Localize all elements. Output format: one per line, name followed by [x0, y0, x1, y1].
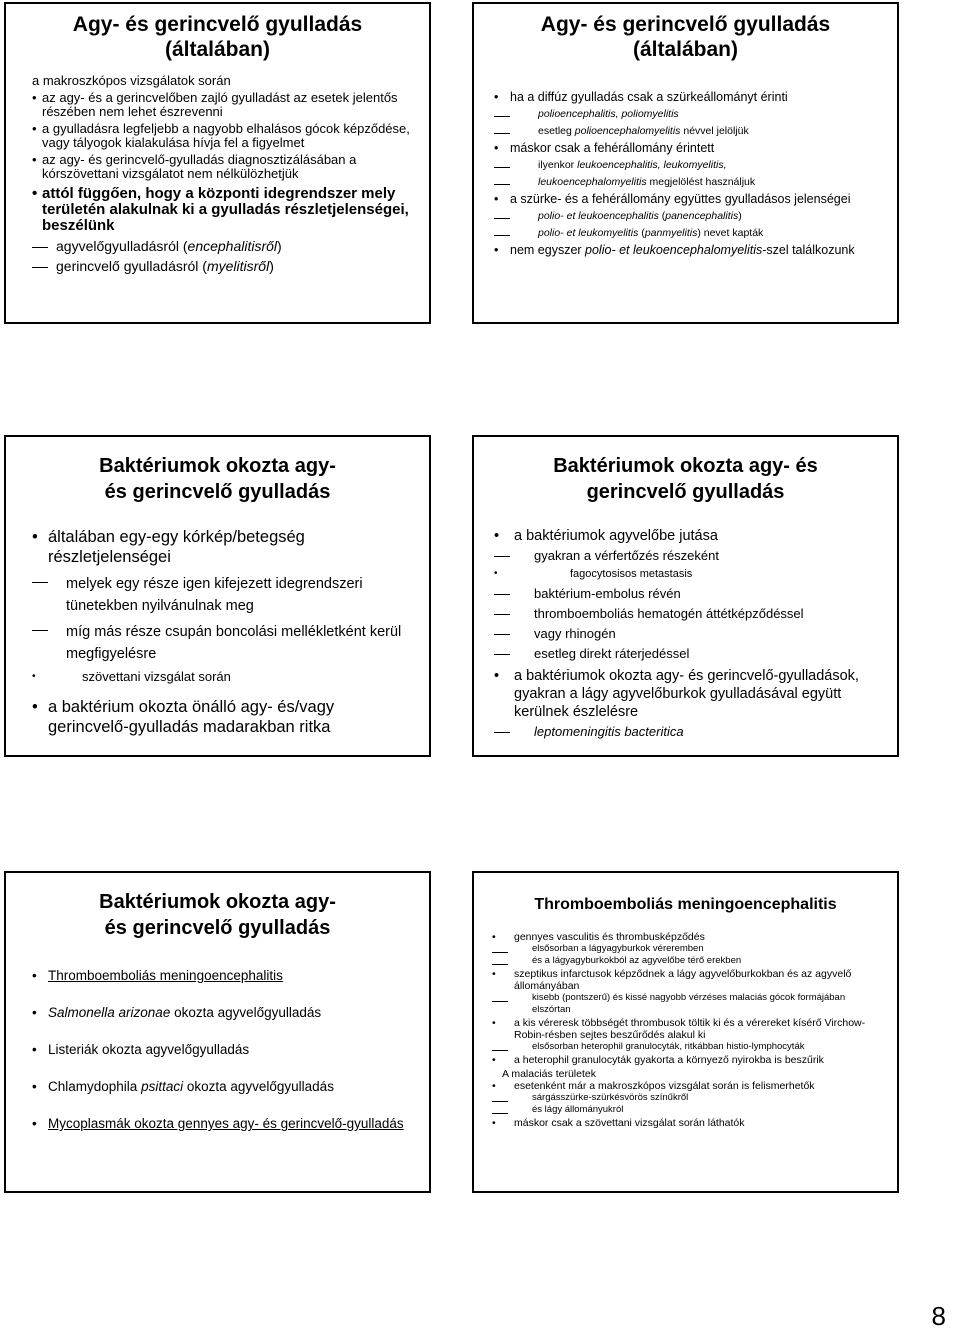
slide-title: Agy- és gerincvelő gyulladás (általában) — [540, 13, 831, 61]
list-subitem: leptomeningitis bacteritica — [494, 723, 881, 741]
list-subitem: elsősorban heterophil granulocyták, ritkábban histio-lymphocyták — [492, 1041, 885, 1053]
list-item: • a baktérium okozta önálló agy- és/vagy gerincvelő-gyulladás madarakban ritka — [32, 697, 413, 737]
page-number: 8 — [931, 1301, 946, 1331]
list-item: • attól függően, hogy a központi idegrendszer mely területén alakulnak ki a gyulladás részletjelenségei, beszélünk — [32, 186, 413, 234]
list-item: • Thromboemboliás meningoencephalitis — [32, 967, 413, 985]
slide-title: Baktériumok okozta agy- és gerincvelő gyulladás — [99, 455, 336, 503]
list-subitem: esetleg direkt ráterjedéssel — [494, 645, 881, 663]
list-subitem: gyakran a vérfertőzés részeként — [494, 547, 881, 565]
list-subsubitem: • szövettani vizsgálat során — [32, 667, 413, 687]
list-item: • általában egy-egy kórkép/betegség részletjelenségei — [32, 527, 413, 567]
list-subitem: esetleg polioencephalomyelitis névvel jelöljük — [494, 124, 881, 138]
list-subitem: sárgásszürke-szürkésvörös színűkről — [492, 1092, 885, 1104]
list-subitem: elsősorban a lágyagyburkok véreremben — [492, 943, 885, 955]
list-subitem: polioencephalitis, poliomyelitis — [494, 107, 881, 121]
list-item: • máskor csak a szövettani vizsgálat során láthatók — [492, 1117, 885, 1129]
list-subitem: és lágy állományukról — [492, 1104, 885, 1116]
list-item: • Listeriák okozta agyvelőgyulladás — [32, 1041, 413, 1059]
list-item: • Salmonella arizonae okozta agyvelőgyulladás — [32, 1004, 413, 1022]
slide-title: Baktériumok okozta agy- és gerincvelő gyulladás — [99, 891, 336, 939]
section-label: A malaciás területek — [502, 1068, 596, 1080]
list-subitem: míg más része csupán boncolási mellékletként kerül megfigyelésre — [32, 621, 413, 665]
list-item: • máskor csak a fehérállomány érintett — [494, 141, 881, 155]
list-subitem: melyek egy része igen kifejezett idegrendszeri tünetekben nyilvánulnak meg — [32, 573, 413, 617]
list-item: • Mycoplasmák okozta gennyes agy- és gerincvelő-gyulladás — [32, 1115, 413, 1133]
list-subitem: vagy rhinogén — [494, 625, 881, 643]
list-subitem: ilyenkor leukoencephalitis, leukomyelitis, — [494, 158, 881, 172]
slide-6 — [472, 871, 899, 1193]
slide-title: Baktériumok okozta agy- és gerincvelő gyulladás — [553, 455, 818, 503]
list-subitem: polio- et leukomyelitis (panmyelitis) nevet kapták — [494, 226, 881, 240]
list-subsubitem: • fagocytosisos metastasis — [494, 565, 881, 583]
list-subitem: baktérium-embolus révén — [494, 585, 881, 603]
list-subitem: polio- et leukoencephalitis (panencephalitis) — [494, 209, 881, 223]
slide-4 — [472, 435, 899, 757]
list-subitem: thromboemboliás hematogén áttétképződéssel — [494, 605, 881, 623]
list-item: • a baktériumok agyvelőbe jutása — [494, 527, 881, 545]
slide-2 — [472, 2, 899, 324]
slide-3 — [4, 435, 431, 757]
list-subitem: gerincvelő gyulladásról (myelitisről) — [32, 258, 413, 274]
list-item: • a baktériumok okozta agy- és gerincvelő-gyulladások, gyakran a lágy agyvelőburkok gyulladásával együtt kerülnek észlelésre — [494, 667, 881, 721]
list-item: • gennyes vasculitis és thrombusképződés — [492, 931, 885, 943]
intro-text: a makroszkópos vizsgálatok során — [32, 73, 231, 88]
list-item: • az agy- és a gerincvelőben zajló gyulladást az esetek jelentős részében nem lehet észrevenni — [32, 91, 413, 120]
list-item: • szeptikus infarctusok képződnek a lágy agyvelőburkokban és az agyvelő állományában — [492, 968, 885, 992]
list-item: • Chlamydophila psittaci okozta agyvelőgyulladás — [32, 1078, 413, 1096]
list-subitem: kisebb (pontszerű) és kissé nagyobb vérzéses malaciás gócok formájában elszórtan — [492, 992, 885, 1016]
list-item: • a szürke- és a fehérállomány együttes gyulladásos jelenségei — [494, 192, 881, 206]
list-item: • ha a diffúz gyulladás csak a szürkeállományt érinti — [494, 90, 881, 104]
slide-title: Thromboemboliás meningoencephalitis — [534, 896, 837, 913]
list-item: • nem egyszer polio- et leukoencephalomyelitis-szel találkozunk — [494, 243, 881, 257]
list-item: • a heterophil granulocyták gyakorta a környező nyirokba is beszűrik — [492, 1054, 885, 1066]
slide-1 — [4, 2, 431, 324]
list-subitem: és a lágyagyburkokból az agyvelőbe térő erekben — [492, 955, 885, 967]
slide-5 — [4, 871, 431, 1193]
list-subitem: agyvelőgyulladásról (encephalitisről) — [32, 238, 413, 254]
list-item: • a gyulladásra legfeljebb a nagyobb elhalásos gócok képződése, vagy tályogok kialakulása hívja fel a figyelmet — [32, 122, 413, 151]
list-item: • a kis véreresk többségét thrombusok töltik ki és a vérereket kísérő Virchow-Robin-résben sejtes beszűrődés alakul ki — [492, 1017, 885, 1041]
list-item: • esetenként már a makroszkópos vizsgálat során is felismerhetők — [492, 1080, 885, 1092]
list-subitem: leukoencephalomyelitis megjelölést használjuk — [494, 175, 881, 189]
list-item: • az agy- és gerincvelő-gyulladás diagnosztizálásában a kórszövettani vizsgálatot nem nélkülözhetjük — [32, 153, 413, 182]
slide-title: Agy- és gerincvelő gyulladás (általában) — [72, 13, 363, 61]
